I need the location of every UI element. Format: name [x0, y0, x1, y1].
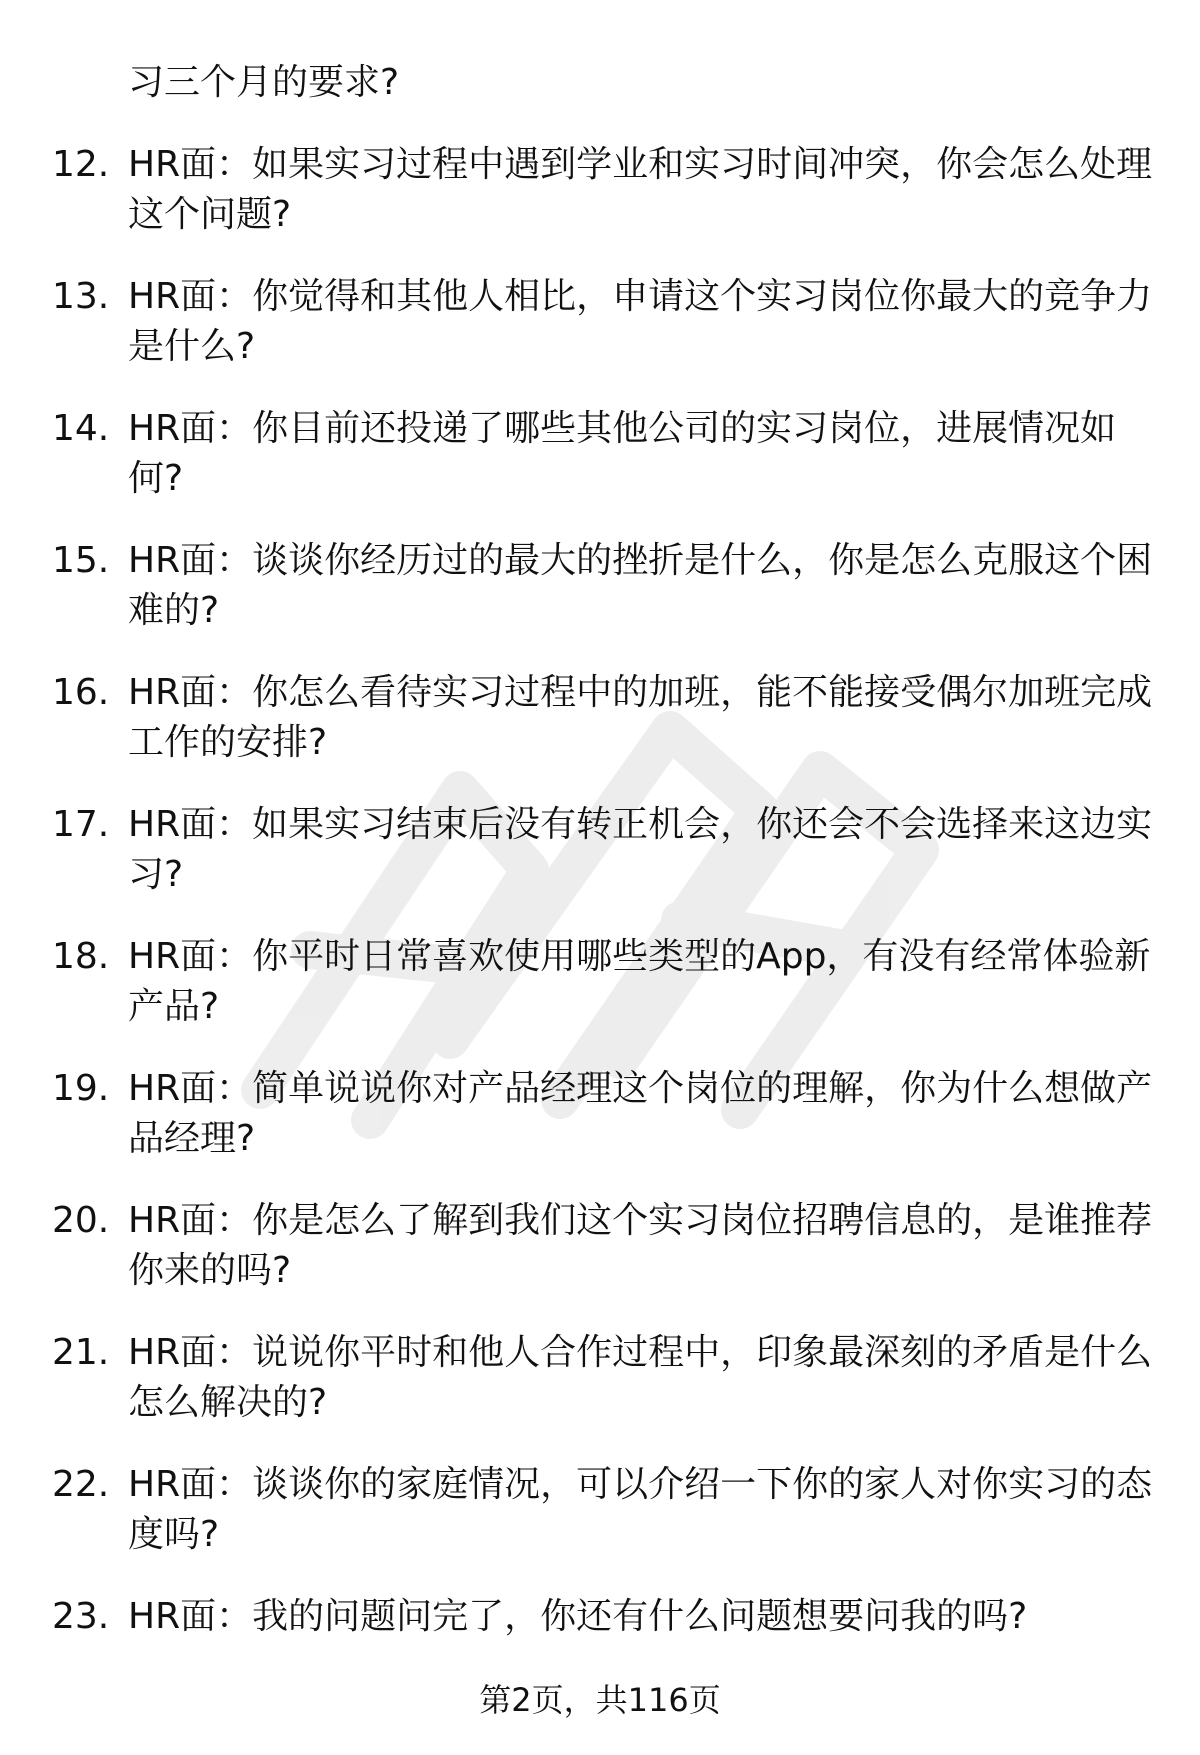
question-number: 16.: [52, 672, 110, 713]
list-item: [0, 1064, 1200, 1196]
page-footer: 第2页，共116页: [479, 1681, 721, 1719]
list-item: [0, 536, 1200, 668]
question-list: [0, 140, 1200, 1724]
list-item: [0, 1460, 1200, 1592]
question-text: HR面：如果实习过程中遇到学业和实习时间冲突，你会怎么处理这个问题?: [128, 144, 1153, 235]
question-number: 19.: [52, 1068, 110, 1109]
list-item: [0, 668, 1200, 800]
question-text: HR面：如果实习结束后没有转正机会，你还会不会选择来这边实习?: [128, 804, 1153, 895]
list-item: [0, 272, 1200, 404]
question-text: HR面：谈谈你经历过的最大的挫折是什么，你是怎么克服这个困难的?: [128, 540, 1153, 631]
question-text: HR面：谈谈你的家庭情况，可以介绍一下你的家人对你实习的态度吗?: [128, 1464, 1153, 1555]
question-text: HR面：你是怎么了解到我们这个实习岗位招聘信息的，是谁推荐你来的吗?: [128, 1200, 1153, 1291]
question-text: HR面：你目前还投递了哪些其他公司的实习岗位，进展情况如何?: [128, 408, 1117, 499]
list-item: [0, 932, 1200, 1064]
question-number: 17.: [52, 804, 110, 845]
question-text: HR面：说说你平时和他人合作过程中，印象最深刻的矛盾是什么怎么解决的?: [128, 1332, 1153, 1423]
question-text: HR面：你怎么看待实习过程中的加班，能不能接受偶尔加班完成工作的安排?: [128, 672, 1153, 763]
question-number: 18.: [52, 936, 110, 977]
question-number: 14.: [52, 408, 110, 449]
list-item: [0, 1196, 1200, 1328]
list-item: [0, 404, 1200, 536]
question-number: 15.: [52, 540, 110, 581]
question-number: 20.: [52, 1200, 110, 1241]
question-text: HR面：简单说说你对产品经理这个岗位的理解，你为什么想做产品经理?: [128, 1068, 1153, 1159]
question-text: HR面：你平时日常喜欢使用哪些类型的App，有没有经常体验新产品?: [128, 936, 1151, 1027]
list-item: [0, 140, 1200, 272]
list-item: [0, 1328, 1200, 1460]
question-text: HR面：你觉得和其他人相比，申请这个实习岗位你最大的竞争力是什么?: [128, 276, 1153, 367]
question-text: HR面：我的问题问完了，你还有什么问题想要问我的吗?: [128, 1596, 1028, 1637]
question-number: 13.: [52, 276, 110, 317]
continuation-text: 习三个月的要求?: [128, 62, 400, 103]
question-number: 22.: [52, 1464, 110, 1505]
question-number: 23.: [52, 1596, 110, 1637]
list-item: [0, 800, 1200, 932]
question-number: 12.: [52, 144, 110, 185]
question-number: 21.: [52, 1332, 110, 1373]
